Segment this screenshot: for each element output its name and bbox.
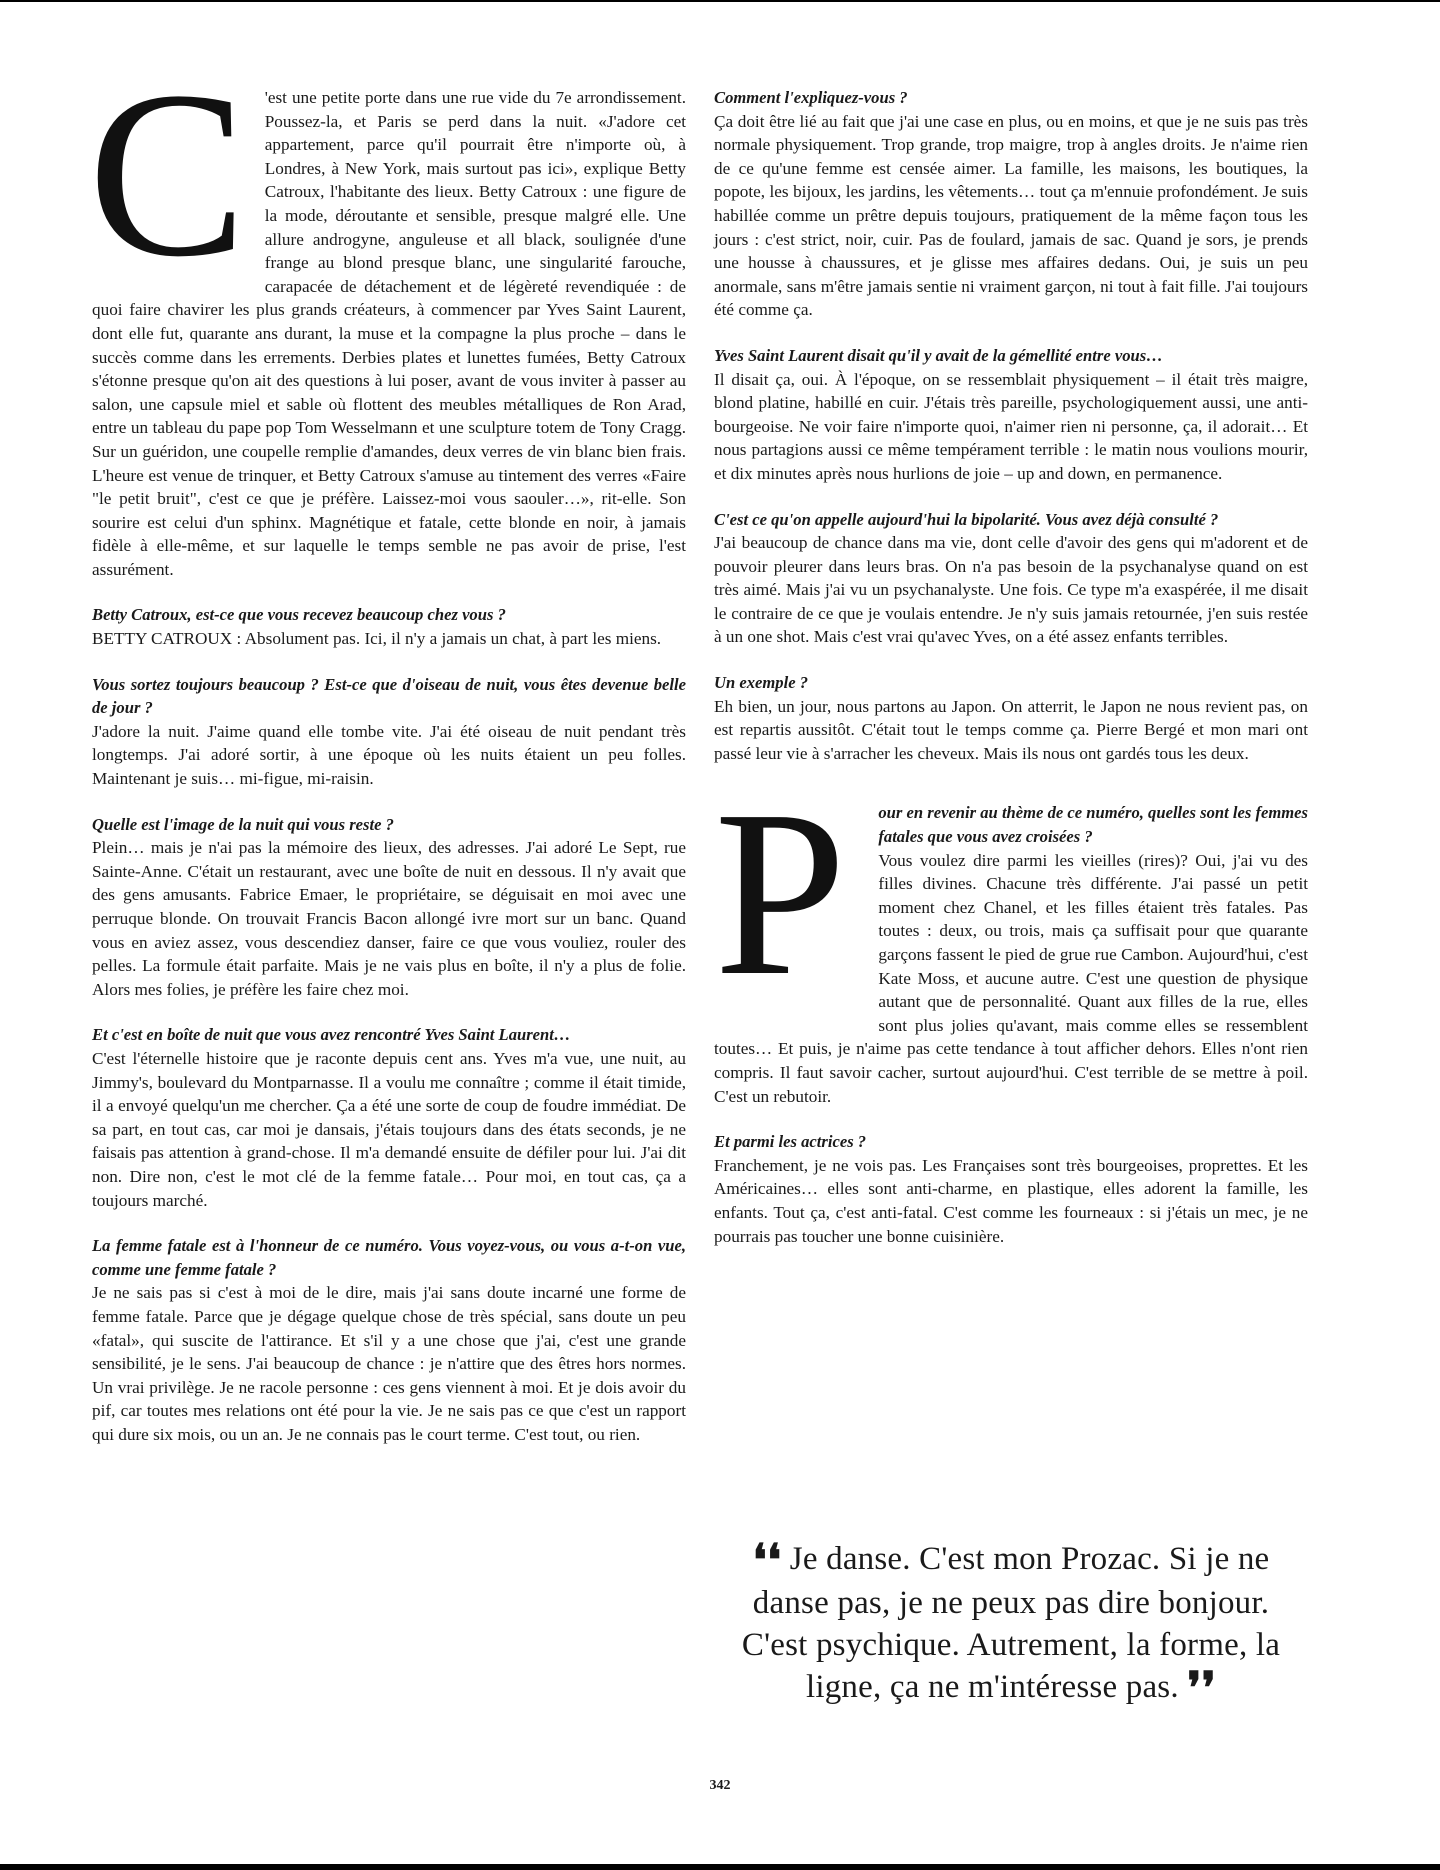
question: Un exemple ? xyxy=(714,673,809,693)
question: C'est ce qu'on appelle aujourd'hui la bipolarité. Vous avez déjà consulté ? xyxy=(714,509,1219,529)
answer: J'ai beaucoup de chance dans ma vie, dont celle d'avoir des gens qui m'adorent et de pouvoir pleurer dans leurs bras. On n'a pas besoin de la psychanalyse quand on est très aimé. Mais j'ai vu un psychanalyste. Une fois. Ce type m'a exaspérée, il me disait le contraire de ce que je voulais entendre. Je n'y suis jamais retournée, j'en suis restée à un one shot. Mais c'est vrai qu'avec Yves, on a été assez enfants terribles. xyxy=(714,533,1308,647)
answer: BETTY CATROUX : Absolument pas. Ici, il n'y a jamais un chat, à part les miens. xyxy=(92,629,662,649)
qa-block xyxy=(714,1130,1308,1248)
qa-block xyxy=(92,1023,686,1212)
section-two-paragraph xyxy=(714,762,1308,1108)
answer: Ça doit être lié au fait que j'ai une case en plus, ou en moins, et que je ne suis pas très normale physiquement. Trop grande, trop maigre, trop à angles droits. Je n'aime rien de ce qu'une femme est censée aimer. La famille, les maisons, les boutiques, la popote, les bijoux, les jardins, les vêtements… tout ça m'ennuie profondément. Je suis habillée comme un prêtre depuis toujours, pratiquement de la même façon tous les jours : c'est strict, noir, cuir. Pas de foulard, jamais de sac. Quand je sors, je prends une housse à chaussures, et je glisse mes affaires dedans. Oui, je suis un peu anormale, sans m'être jamais sentie ni vraiment garçon, ni tout à fait fille. J'ai toujours été comme ça. xyxy=(714,111,1308,320)
qa-block xyxy=(714,86,1308,322)
answer: Eh bien, un jour, nous partons au Japon. On atterrit, le Japon ne nous revient pas, on est repartis aussitôt. C'était tout le temps comme ça. Pierre Bergé et mon mari ont passé leur vie à s'arracher les cheveux. Mais ils nous ont gardés tous les deux. xyxy=(714,696,1308,763)
question: Et c'est en boîte de nuit que vous avez rencontré Yves Saint Laurent… xyxy=(92,1025,571,1045)
qa-block xyxy=(92,673,686,791)
qa-block xyxy=(92,1234,686,1446)
question: Et parmi les actrices ? xyxy=(714,1132,867,1152)
question: Quelle est l'image de la nuit qui vous reste ? xyxy=(92,814,394,834)
question: Comment l'expliquez-vous ? xyxy=(714,88,908,107)
open-quote-mark: ❛❛ xyxy=(752,1536,782,1585)
pull-quote xyxy=(718,1536,1304,1713)
qa-block xyxy=(714,671,1308,765)
dropcap-c: C xyxy=(88,43,247,306)
left-column xyxy=(88,43,686,1468)
answer: Il disait ça, oui. À l'époque, on se ressemblait physiquement – il était très maigre, blond platine, habillé en cuir. J'étais très pareille, psychologiquement aussi, une anti-bourgeoise. Ne voir faire n'importe quoi, n'aimer rien ni personne, ça, il adorait… Et nous partagions aussi ce même tempérament terrible : le matin nous voulions mourir, et dix minutes après nous hurlions de joie – up and down, en permanence. xyxy=(714,369,1308,483)
dropcap-p: P xyxy=(714,762,847,1026)
page-number: 342 xyxy=(709,1778,731,1793)
qa-block xyxy=(714,508,1308,650)
intro-paragraph xyxy=(88,43,686,581)
answer: Vous voulez dire parmi les vieilles (rires)? Oui, j'ai vu des filles divines. Chacune très différente. J'ai passé un petit moment chez Chanel, et les filles étaient très fatales. Pas toutes : deux, ou trois, mais ça suffisait pour que quarante garçons fassent le pied de grue rue Cambon. Aujourd'hui, c'est Kate Moss, et aucune autre. C'est une question de physique autant que de personnalité. Quant aux filles de la rue, elles sont plus jolies qu'avant, mais comme elles se ressemblent toutes… Et puis, je n'aime pas cette tendance à tout afficher dehors. Elles n'ont rien compris. Il faut savoir cacher, surtout aujourd'hui. C'est terrible de se mettre à poil. C'est un rebutoir. xyxy=(714,850,1308,1106)
intro-text: 'est une petite porte dans une rue vide du 7e arrondissement. Poussez-la, et Paris se perd dans la nuit. «J'adore cet appartement, parce qu'il pourrait être n'importe où, à Londres, à New York, mais surtout pas ici», explique Betty Catroux, l'habitante des lieux. Betty Catroux : une figure de la mode, déroutante et sensible, presque malgré elle. Une allure androgyne, anguleuse et all black, soulignée d'une frange au blond presque blanc, une singularité farouche, carapacée de détachement et de légèreté revendiquée : de quoi faire chavirer les plus grands créateurs, à commencer par Yves Saint Laurent, dont elle fut, quarante ans durant, la muse et la compagne la plus proche – dans le succès comme dans les errements. Derbies plates et lunettes fumées, Betty Catroux s'étonne presque qu'on ait des questions à lui poser, avant de vous inviter à passer au salon, une capsule miel et sable où flottent des meubles métalliques de Ron Arad, entre un tableau du pape pop Tom Wesselmann et une sculpture totem de Tony Cragg. Sur un guéridon, une coupelle remplie d'amandes, deux verres de vin blanc bien frais. L'heure est venue de trinquer, et Betty Catroux s'amuse au tintement des verres «Faire "le petit bruit", c'est ce que je préfère. Laissez-moi vous saouler…», rit-elle. Son sourire est celui d'un sphinx. Magnétique et fatale, cette blonde en noir, à jamais fidèle à elle-même, et sur laquelle le temps semble ne pas avoir de prise, l'est assurément. xyxy=(92,88,686,579)
qa-block xyxy=(714,344,1308,486)
top-rule xyxy=(0,0,1440,2)
pull-quote-text: Je danse. C'est mon Prozac. Si je ne danse pas, je ne peux pas dire bonjour. C'est psychique. Autrement, la forme, la ligne, ça ne m'intéresse pas. xyxy=(741,1541,1281,1705)
right-column xyxy=(714,86,1308,1270)
answer: Franchement, je ne vois pas. Les Françaises sont très bourgeoises, proprettes. Et les Américaines… elles sont anti-charme, en plastique, elles adorent la famille, les enfants. Tout ça, c'est anti-fatal. C'est comme les fourneaux : si j'étais un mec, je ne pourrais pas toucher une bonne cuisinière. xyxy=(714,1155,1308,1246)
question: our en revenir au thème de ce numéro, quelles sont les femmes fatales que vous avez croisées ? xyxy=(878,803,1308,847)
answer: Je ne sais pas si c'est à moi de le dire, mais j'ai sans doute incarné une forme de femme fatale. Parce que je dégage quelque chose de très spécial, sans doute un peu «fatal», qui suscite de l'attirance. Et s'il y a une chose que j'ai, c'est une grande sensibilité, je le sens. J'ai beaucoup de chance : je n'attire que des êtres hors normes. Un vrai privilège. Je ne racole personne : ces gens viennent à moi. Et je dois avoir du pif, car toutes mes relations ont été pour la vie. Je ne sais pas ce que c'est un rapport qui dure six mois, ou un an. Je ne connais pas le court terme. C'est tout, ou rien. xyxy=(92,1283,686,1444)
answer: C'est l'éternelle histoire que je raconte depuis cent ans. Yves m'a vue, une nuit, au Jimmy's, boulevard du Montparnasse. Il a voulu me connaître ; comme il était timide, il a envoyé quelqu'un me chercher. Ça a été une sorte de coup de foudre immédiat. De sa part, en tout cas, car moi je dansais, j'étais toujours dans des états seconds, je ne faisais pas attention à grand-chose. Il m'a demandé ensuite de défiler pour lui. J'ai dit non. Dire non, c'est le mot clé de la femme fatale… Pour moi, en tout cas, ça a toujours marché. xyxy=(92,1048,686,1210)
question: Yves Saint Laurent disait qu'il y avait de la gémellité entre vous… xyxy=(714,345,1163,365)
close-quote-mark: ❜❜ xyxy=(1187,1664,1216,1713)
question: Vous sortez toujours beaucoup ? Est-ce que d'oiseau de nuit, vous êtes devenue belle de jour ? xyxy=(92,674,686,718)
bottom-rule xyxy=(0,1864,1440,1870)
answer: J'adore la nuit. J'aime quand elle tombe vite. J'ai été oiseau de nuit pendant très longtemps. J'ai adoré sortir, à une époque où les nuits étaient un peu folles. Maintenant je suis… mi-figue, mi-raisin. xyxy=(92,721,686,789)
question: La femme fatale est à l'honneur de ce numéro. Vous voyez-vous, ou vous a-t-on vue, comme une femme fatale ? xyxy=(92,1236,686,1279)
qa-block xyxy=(92,603,686,650)
answer: Plein… mais je n'ai pas la mémoire des lieux, des adresses. J'ai adoré Le Sept, rue Sainte-Anne. C'était un restaurant, avec une boîte de nuit en dessous. Il n'y avait que des gens amusants. Fabrice Emaer, le propriétaire, se déguisait en moi avec une perruque blonde. On trouvait Francis Bacon allongé ivre mort sur un banc. Quand vous en aviez assez, vous descendiez danser, faire ce que vous vouliez, rouler des pelles. La formule était parfaite. Mais je ne vais plus en boîte, il n'y a plus de folie. Alors mes folies, je préfère les faire chez moi. xyxy=(92,838,686,999)
qa-block xyxy=(92,813,686,1002)
question: Betty Catroux, est-ce que vous recevez beaucoup chez vous ? xyxy=(92,605,506,625)
